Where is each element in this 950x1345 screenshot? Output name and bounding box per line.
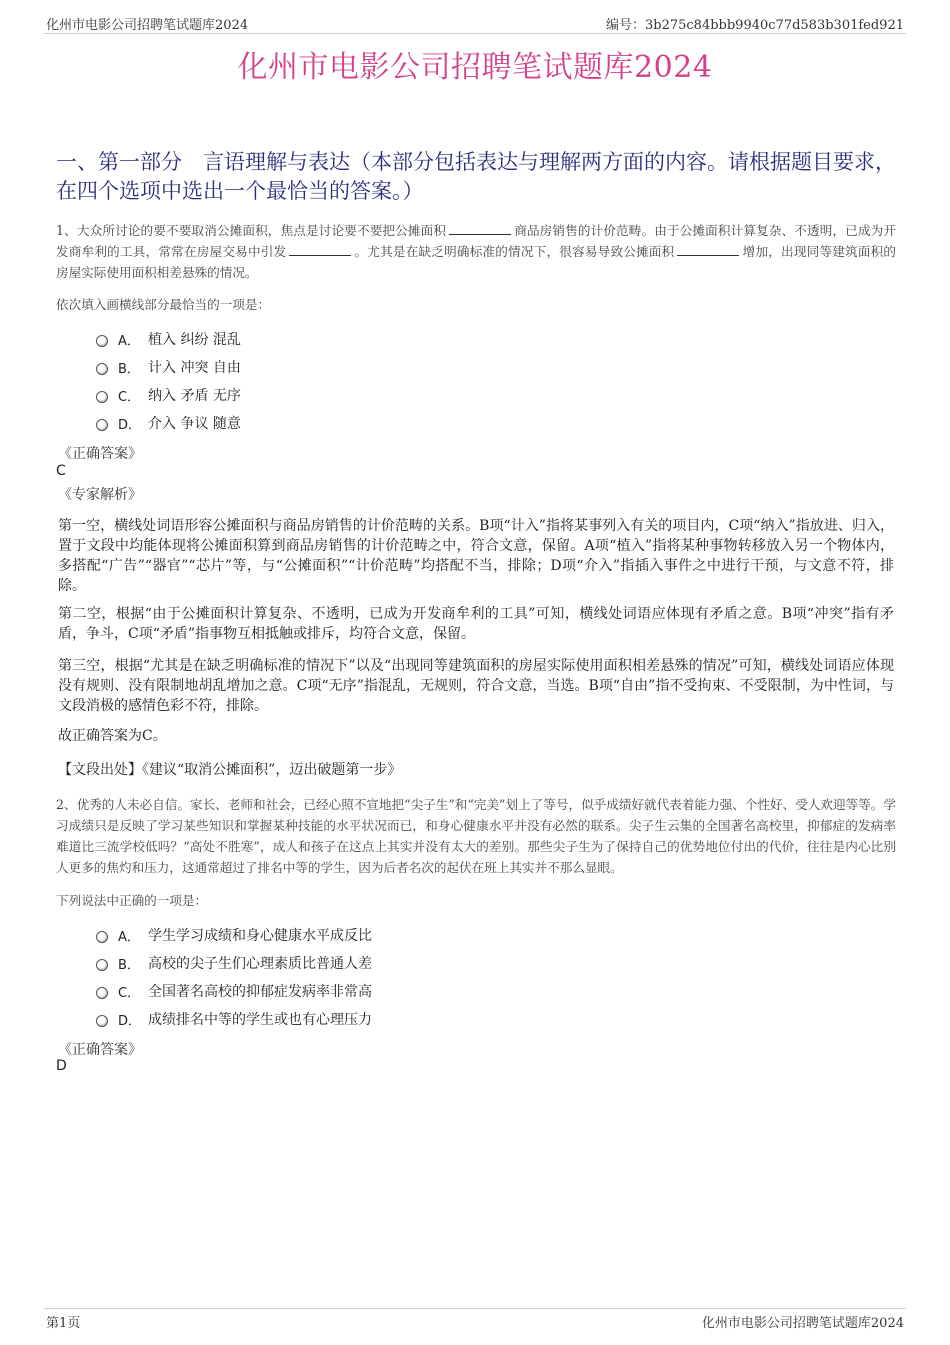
- header-divider: [44, 33, 906, 34]
- radio-icon[interactable]: [96, 959, 108, 971]
- page-title: 化州市电影公司招聘笔试题库2024: [237, 50, 713, 85]
- question-1-text: 1、大众所讨论的要不要取消公摊面积，焦点是讨论要不要把公摊面积 商品房销售的计价范畴。由于公摊面积计算复杂、不透明，已成为开发商牟利的工具，常常在房屋交易中引发 。尤其是在缺乏明确标准的情况下，很容易导致公摊面积 增加，出现同等建筑面积的房屋实际使用面积相差悬殊的情况。: [56, 223, 897, 280]
- q1-explanation-2: 第二空，根据“由于公摊面积计算复杂、不透明，已成为开发商牟利的工具”可知，横线处词语应体现有矛盾之意。B项“冲突”指有矛盾，争斗，C项“矛盾”指事物互相抵触或排斥，均符合文意，保留。: [58, 606, 894, 642]
- q2-option-a[interactable]: A． 学生学习成绩和身心健康水平成反比: [96, 924, 372, 946]
- radio-icon[interactable]: [96, 987, 108, 999]
- header-left: 化州市电影公司招聘笔试题库2024: [46, 18, 249, 33]
- blank-2: [289, 243, 351, 256]
- q1-explanation-4: 故正确答案为C。: [58, 728, 167, 744]
- blank-3: [677, 243, 739, 256]
- q1-option-d[interactable]: D． 介入 争议 随意: [96, 412, 241, 434]
- footer-divider: [44, 1308, 906, 1309]
- q1-explanation-1: 第一空，横线处词语形容公摊面积与商品房销售的计价范畴的关系。B项“计入”指将某事列入有关的项目内，C项“纳入”指放进、归入，置于文段中均能体现将公摊面积算到商品房销售的计价范畴之中，符合文意，保留。A项“植入”指将某种事物转移放入另一个物体内，多搭配“广告”“器官”“芯片”等，与“公摊面积”“计价范畴”均搭配不当，排除；D项“介入”指插入事件之中进行干预，与文意不符，排除。: [58, 518, 894, 594]
- radio-icon[interactable]: [96, 391, 108, 403]
- q1-option-c[interactable]: C． 纳入 矛盾 无序: [96, 384, 241, 406]
- q1-answer: C: [56, 463, 66, 479]
- q1-explanation-3: 第三空，根据“尤其是在缺乏明确标准的情况下”以及“出现同等建筑面积的房屋实际使用面积相差悬殊的情况”可知，横线处词语应体现没有规则、没有限制地胡乱增加之意。C项“无序”指混乱，无规则，符合文意，当选。B项“自由”指不受拘束、不受限制，为中性词，与文段消极的感情色彩不符，排除。: [58, 658, 894, 714]
- question-2-prompt: 下列说法中正确的一项是：: [56, 893, 208, 908]
- question-1-prompt: 依次填入画横线部分最恰当的一项是：: [56, 297, 271, 312]
- radio-icon[interactable]: [96, 363, 108, 375]
- footer-title: 化州市电影公司招聘笔试题库2024: [701, 1316, 904, 1331]
- q1-analysis-label: 《专家解析》: [58, 487, 142, 503]
- q1-source: 【文段出处】《建议“取消公摊面积”，迈出破题第一步》: [58, 762, 402, 778]
- radio-icon[interactable]: [96, 1015, 108, 1027]
- header-right: 编号：3b275c84bbb9940c77d583b301fed921: [605, 18, 904, 33]
- section-heading: 一、第一部分 言语理解与表达（本部分包括表达与理解两方面的内容。请根据题目要求，在四个选项中选出一个最恰当的答案。）: [56, 150, 896, 203]
- page-number: 第1页: [46, 1316, 81, 1331]
- blank-1: [449, 222, 511, 235]
- radio-icon[interactable]: [96, 419, 108, 431]
- radio-icon[interactable]: [96, 335, 108, 347]
- q1-option-b[interactable]: B． 计入 冲突 自由: [96, 356, 241, 378]
- q2-option-d[interactable]: D． 成绩排名中等的学生或也有心理压力: [96, 1008, 372, 1030]
- q2-answer-label: 《正确答案》: [58, 1042, 142, 1058]
- q2-option-c[interactable]: C． 全国著名高校的抑郁症发病率非常高: [96, 980, 372, 1002]
- question-2-text: 2、优秀的人未必自信。家长、老师和社会，已经心照不宣地把“尖子生”和“完美”划上了等号，似乎成绩好就代表着能力强、个性好、受人欢迎等等。学习成绩只是反映了学习某些知识和掌握某种技能的水平状况而已，和身心健康水平并没有必然的联系。尖子生云集的全国著名高校里，抑郁症的发病率难道比三流学校低吗？“高处不胜寒”，成人和孩子在这点上其实并没有太大的差别。那些尖子生为了保持自己的优势地位付出的代价，往往是内心比别人更多的焦灼和压力，这通常超过了排名中等的学生，因为后者名次的起伏在班上其实并不那么显眼。: [56, 797, 896, 875]
- q1-option-a[interactable]: A． 植入 纠纷 混乱: [96, 328, 241, 350]
- q2-answer: D: [56, 1058, 67, 1074]
- radio-icon[interactable]: [96, 931, 108, 943]
- q1-answer-label: 《正确答案》: [58, 446, 142, 462]
- q2-option-b[interactable]: B． 高校的尖子生们心理素质比普通人差: [96, 952, 372, 974]
